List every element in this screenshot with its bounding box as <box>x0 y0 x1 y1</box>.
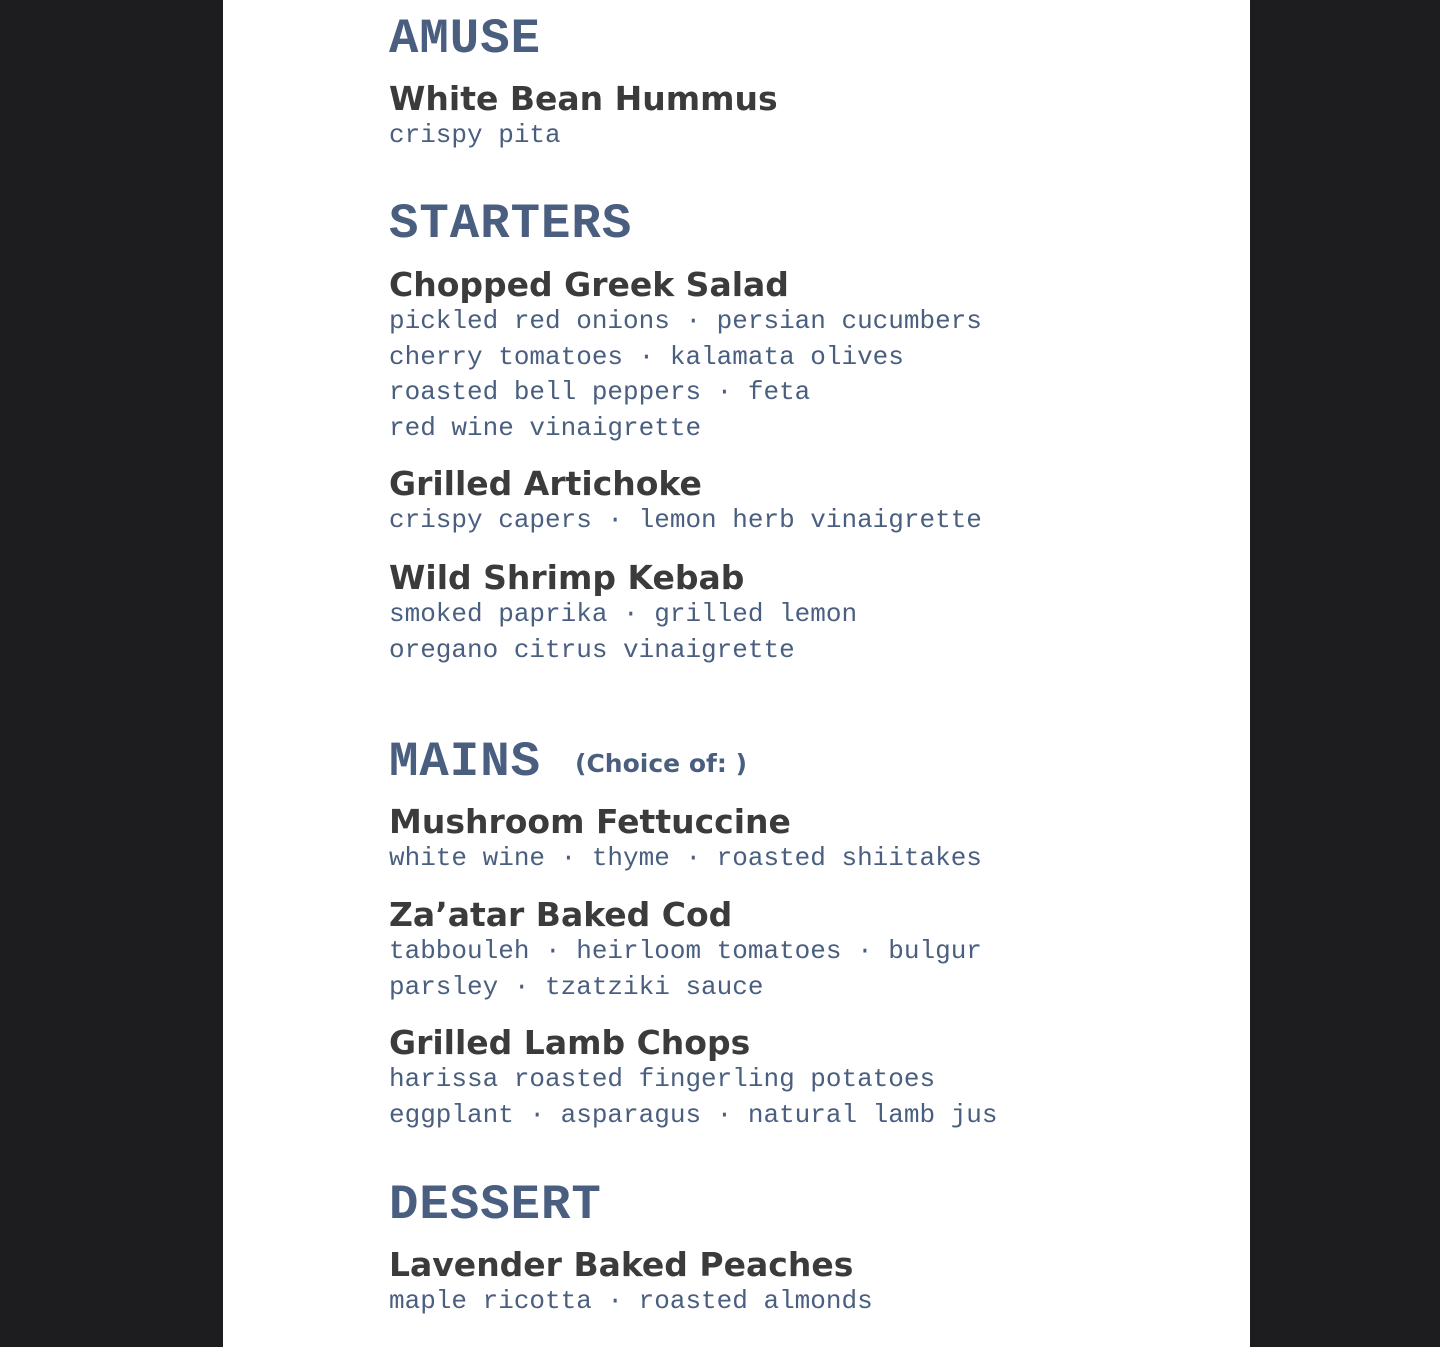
menu-item <box>389 803 982 877</box>
menu-item <box>389 1246 873 1320</box>
item-description: red wine vinaigrette <box>389 412 702 443</box>
section-title-starters: STARTERS <box>389 196 633 252</box>
menu-page <box>223 0 1250 1347</box>
item-description: pickled red onions · persian cucumbers <box>389 306 982 336</box>
item-name: White Bean Hummus <box>389 79 778 118</box>
menu-item <box>389 1024 998 1133</box>
section-title-text: MAINS <box>389 734 542 790</box>
section-note: (Choice of: ) <box>575 749 748 778</box>
item-name: Chopped Greek Salad <box>389 265 789 304</box>
section-dessert <box>389 1177 602 1233</box>
item-description: cherry tomatoes · kalamata olives <box>389 341 904 372</box>
menu-item <box>389 266 982 446</box>
section-mains <box>389 734 748 790</box>
section-amuse <box>389 11 542 67</box>
item-description: white wine · thyme · roasted shiitakes <box>389 843 982 873</box>
item-description: tabbouleh · heirloom tomatoes · bulgur <box>389 936 982 966</box>
menu-item <box>389 559 857 668</box>
item-name: Grilled Lamb Chops <box>389 1023 751 1062</box>
item-description: oregano citrus vinaigrette <box>389 634 795 665</box>
item-description: crispy capers · lemon herb vinaigrette <box>389 505 982 535</box>
section-title-mains <box>389 734 748 790</box>
item-description: parsley · tzatziki sauce <box>389 971 764 1002</box>
item-name: Mushroom Fettuccine <box>389 802 791 841</box>
item-description: eggplant · asparagus · natural lamb jus <box>389 1099 998 1130</box>
item-name: Lavender Baked Peaches <box>389 1245 854 1284</box>
menu-item <box>389 80 778 154</box>
item-description: crispy pita <box>389 120 561 150</box>
item-name: Wild Shrimp Kebab <box>389 558 745 597</box>
section-title-dessert: DESSERT <box>389 1177 602 1233</box>
section-title-amuse: AMUSE <box>389 11 542 67</box>
menu-item <box>389 465 982 539</box>
section-starters <box>389 196 633 252</box>
item-description: smoked paprika · grilled lemon <box>389 599 858 629</box>
item-description: roasted bell peppers · feta <box>389 377 811 407</box>
item-name: Grilled Artichoke <box>389 464 702 503</box>
item-description: maple ricotta · roasted almonds <box>389 1286 873 1316</box>
menu-item <box>389 896 982 1005</box>
item-description: harissa roasted fingerling potatoes <box>389 1064 936 1094</box>
item-name: Za’atar Baked Cod <box>389 895 733 934</box>
